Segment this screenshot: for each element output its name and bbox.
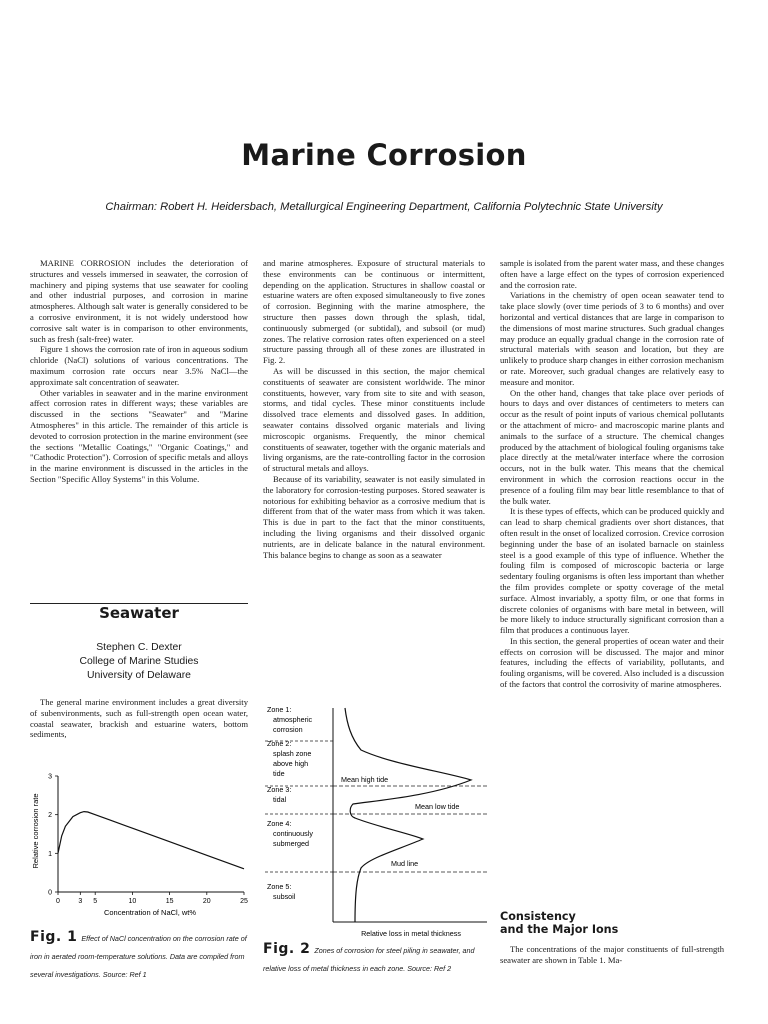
fig1-x-tick-label: 25 (240, 898, 248, 905)
fig2-mud-line-label: Mud line (391, 859, 419, 868)
paragraph: In this section, the general properties of ocean water and their effects on corrosion will be discussed. The major and minor features, including the effects of variability, pollutants, and fouling organisms, will be covered. Also included is a discussion of the factors that control the corrosivity of marine atmospheres. (500, 635, 724, 690)
paragraph: The general marine environment includes a great diversity of subenvironments, such as full-strength open ocean water, coastal seawater, brackish and estuarine waters, bottom sediments, (30, 697, 248, 740)
paragraph: It is these types of effects, which can be produced quickly and can lead to sharp chemical gradients over short distances, that often result in the onset of localized corrosion. Crevice corrosion beginning under the base of an isolated barnacle on stainless steel is a good example of this type of influence. Whether the fouling film is composed of microscopic bacteria or large sedentary fouling organisms is often less important than whether the film provides complete or spotty coverage of the metal surface. Almost invariably, a spotty film, or one that forms in discrete colonies of organisms with bare metal in between, will be more likely to induce structurally significant corrosion than a film that produces a continuous layer. (500, 506, 724, 636)
fig1-x-tick-label: 0 (56, 898, 60, 905)
fig1-y-tick-label: 3 (48, 773, 52, 781)
fig2-zone-2-line: Zone 2: (267, 739, 292, 748)
fig2-zone-4-line: continuously (273, 829, 313, 838)
fig1-y-tick-label: 2 (48, 812, 52, 820)
fig2-mean-low-tide-label: Mean low tide (415, 802, 460, 811)
fig1-caption: Effect of NaCl concentration on the corrosion rate of iron in aerated room-temperature solutions. Data are compiled from several investigations. Source: Ref 1 (30, 934, 247, 979)
fig1-x-tick-label: 3 (78, 898, 83, 905)
author-name: Stephen C. Dexter (96, 642, 182, 653)
fig1-x-tick-label: 5 (93, 898, 98, 905)
paragraph: Other variables in seawater and in the marine environment affect corrosion rates in different ways; these variables are discussed in the sections "Seawater" and "Marine Atmospheres" in this article. The remainder of this article is devoted to corrosion protection in the marine environment (see the sections "Metallic Coatings," "Organic Coatings," and "Cathodic Protection"). Corrosion of specific metals and alloys in the marine environment is discussed in the articles in the Section "Specific Alloy Systems" in this Volume. (30, 387, 248, 484)
fig2-zone-4-label (267, 819, 315, 848)
fig2-mean-high-tide-label: Mean high tide (341, 775, 389, 784)
column-1-seawater (30, 697, 248, 740)
paragraph: As will be discussed in this section, the major chemical constituents of seawater are consistent worldwide. The minor constituents, however, vary from site to site and with season, storms, and tidal cycles. These minor constituents include dissolved trace elements and dissolved gases. In addition, seawater contains dissolved organic materials and living microscopic organisms. Frequently, the minor chemical constituents of seawater, together with the organic materials and living organisms, are the rate-controlling factor in the corrosion of structural metals and alloys. (263, 365, 485, 474)
page-title: Marine Corrosion (241, 138, 527, 172)
paragraph: Figure 1 shows the corrosion rate of iron in aqueous sodium chloride (NaCl) solutions of various concentrations. The maximum corrosion rate occurs near 3.5% NaCl—the approximate salt concentration of seawater. (30, 344, 248, 387)
subsection-heading-line: and the Major Ions (500, 923, 619, 936)
paragraph: and marine atmospheres. Exposure of structural materials to these environments can be continuous or intermittent, depending on the application. Structures in shallow coastal or estuarine waters are often exposed simultaneously to five zones of corrosion. Beginning with the marine atmosphere, the structure then passes down through the splash, tidal, continuously submerged (or subtidal), and subsoil (or mud) zones. The relative corrosion rates often experienced on a steel structure passing through all of these zones are illustrated in Fig. 2. (263, 258, 485, 366)
fig2-label: Fig. 2 (263, 941, 311, 957)
column-3-table-intro (500, 944, 724, 966)
fig2-xlabel: Relative loss in metal thickness (361, 929, 461, 938)
fig2-zone-3-line: tidal (273, 795, 287, 804)
column-2-text (263, 258, 485, 560)
fig1-xlabel: Concentration of NaCl, wt% (103, 908, 197, 917)
fig1-y-tick-label: 0 (48, 889, 52, 897)
fig2-zone-1-line: Zone 1: (267, 705, 292, 714)
fig1-x-tick-label: 20 (202, 898, 211, 905)
paragraph: On the other hand, changes that take place over periods of hours to days and over distances of centimeters to meters can occur as the result of point inputs of various chemical pollutants or the attachment of micro- and macroscopic marine plants and animals to the surface of a structure. The chemical changes produced by the attachment of biological fouling organisms take place directly at the metal/water interface where the corrosion occurs, not in the bulk water. This means that the chemical environment in which the corrosion reactions occur in the presence of a fouling film may bear little resemblance to that of the bulk water. (500, 387, 724, 506)
paragraph: The concentrations of the major constituents of full-strength seawater are shown in Table 1. Ma- (500, 944, 724, 965)
fig2-diagram (263, 700, 493, 940)
fig1-chart (28, 768, 258, 918)
fig2-zone-2-line: tide (273, 769, 285, 778)
paragraph: Variations in the chemistry of open ocean seawater tend to take place slowly (over time periods of 3 to 6 months) and over horizontal and vertical distances that are large in comparison to the dimensions of most marine structures. Such gradual changes may produce an equally gradual change in the corrosion rate of structural materials with season and location, but they are unlikely to produce sharp changes in either corrosion mechanism or rate. Moreover, such gradual changes are relatively easy to measure and monitor. (500, 290, 724, 387)
subsection-heading (500, 910, 724, 936)
column-3-text (500, 258, 724, 690)
fig2-zone-4-line: submerged (273, 839, 309, 848)
fig2-zone-3-label (267, 785, 293, 804)
fig2-zone-2-line: above high (273, 759, 309, 768)
section-heading: Seawater (99, 604, 179, 622)
paragraph: Because of its variability, seawater is not easily simulated in the laboratory for corrosion-testing purposes. Stored seawater is notorious for exhibiting behavior as a corrosive medium that is different from that of the water mass from which it was taken. This is due in part to the fact that the minor constituents, including the living organisms and their dissolved organic nutrients, are in delicate balance in the natural environment. This balance begins to change as soon as a seawater (263, 473, 485, 560)
fig2-caption-block (263, 940, 489, 976)
fig2-zone-5-line: Zone 5: (267, 882, 292, 891)
fig2-caption: Zones of corrosion for steel piling in seawater, and relative loss of metal thickness in each zone. Source: Ref 2 (263, 946, 475, 973)
paragraph: MARINE CORROSION includes the deterioration of structures and vessels immersed in seawater, the corrosion of machinery and piping systems that use seawater for cooling and other industrial purposes, and corrosion in marine atmospheres. Although salt water is generally considered to be a corrosive environment, it is not widely understood how corrosive salt water is in comparison to other environments, such as fresh (salt-free) water. (30, 258, 248, 344)
fig1-label: Fig. 1 (30, 929, 78, 945)
paragraph: sample is isolated from the parent water mass, and these changes often have a large effect on the types of corrosion experienced and the corrosion rate. (500, 258, 724, 290)
fig2-zone-5-label (267, 882, 296, 901)
fig2-zone-5-line: subsoil (273, 892, 296, 901)
author-block (30, 641, 248, 683)
fig1-x-tick-label: 15 (165, 898, 174, 905)
fig2-zone-1-label (267, 705, 314, 734)
fig2-zone-4-line: Zone 4: (267, 819, 292, 828)
fig2-loss-profile (345, 708, 471, 922)
fig2-zone-1-line: atmospheric (273, 715, 313, 724)
fig1-y-tick-label: 1 (48, 850, 52, 858)
fig1-caption-block (30, 928, 252, 982)
fig1-x-tick-label: 10 (128, 898, 137, 905)
fig2-zone-2-label (267, 739, 313, 778)
fig2-zone-3-line: Zone 3: (267, 785, 292, 794)
column-1-intro (30, 258, 248, 485)
fig2-zone-1-line: corrosion (273, 725, 303, 734)
fig1-ylabel: Relative corrosion rate (31, 793, 40, 869)
fig2-zone-2-line: splash zone (273, 749, 312, 758)
author-affiliation: University of Delaware (87, 670, 191, 681)
chairman-line: Chairman: Robert H. Heidersbach, Metallurgical Engineering Department, California Polytechnic State University (105, 201, 663, 213)
fig1-series-line (58, 812, 244, 869)
subsection-heading-line: Consistency (500, 910, 576, 923)
author-affiliation: College of Marine Studies (79, 656, 199, 667)
